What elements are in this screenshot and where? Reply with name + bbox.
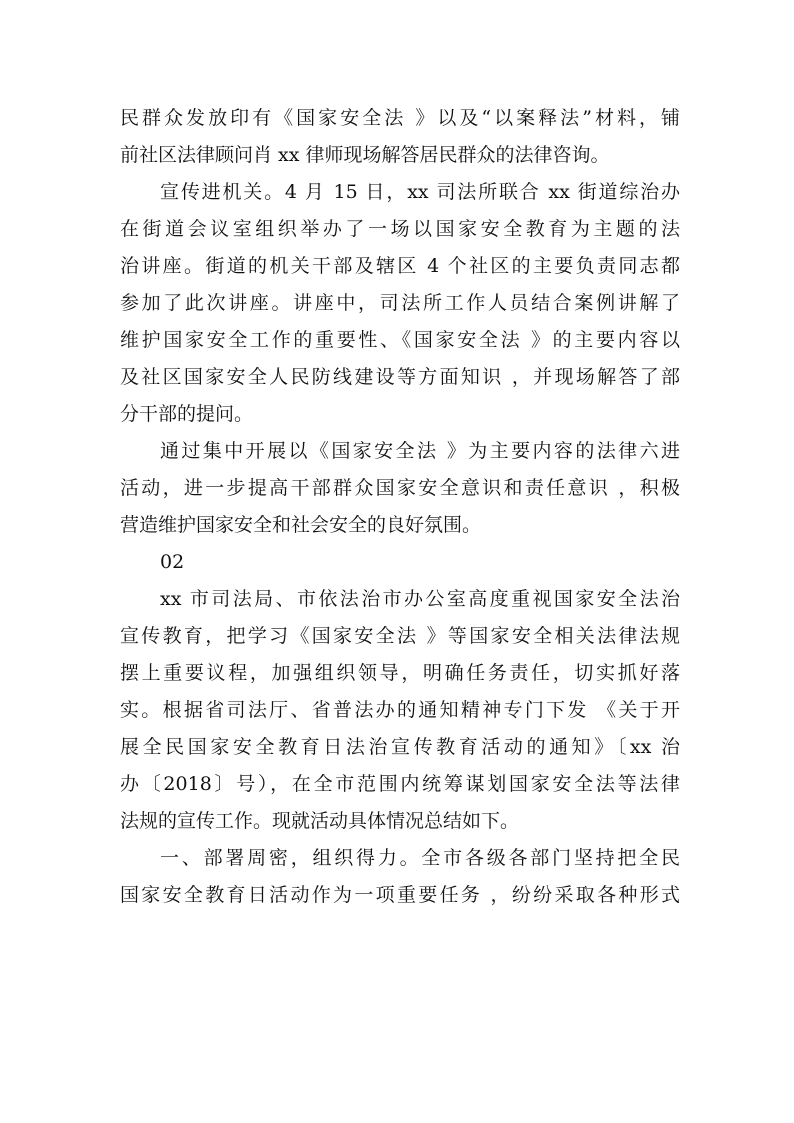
text-line: 摆上重要议程，加强组织领导，明确任务责任，切实抓好落 [120,662,680,684]
text-line: 宣传教育，把学习《国家安全法 》等国家安全相关法律法规 [120,625,680,647]
text-line: 在街道会议室组织举办了一场以国家安全教育为主题的法 [120,218,680,240]
text-line: 维护国家安全工作的重要性、《国家安全法 》的主要内容以 [120,329,680,351]
text-line: 法规的宣传工作。现就活动具体情况总结如下。 [120,810,520,832]
text-line: 分干部的提问。 [120,403,254,425]
document-body [120,100,680,914]
text-line: 前社区法律顾问肖 xx 律师现场解答居民群众的法律咨询。 [120,144,610,166]
text-line: 展全民国家安全教育日法治宣传教育活动的通知》〔xx 治 [120,736,680,758]
text-line: xx 市司法局、市依法治市办公室高度重视国家安全法治 [160,588,680,610]
text-line: 活动，进一步提高干部群众国家安全意识和责任意识 ，积极 [120,477,680,499]
text-line: 02 [160,551,185,573]
text-line: 营造维护国家安全和社会安全的良好氛围。 [120,514,482,536]
text-line: 民群众发放印有《国家安全法 》以及“以案释法”材料，铺 [120,107,680,129]
text-line: 及社区国家安全人民防线建设等方面知识 ，并现场解答了部 [120,366,680,388]
text-line: 实。根据省司法厅、省普法办的通知精神专门下发 《关于开 [120,699,680,721]
text-line: 宣传进机关。4 月 15 日，xx 司法所联合 xx 街道综治办 [160,181,680,203]
text-line: 治讲座。街道的机关干部及辖区 4 个社区的主要负责同志都 [120,255,680,277]
text-line: 参加了此次讲座。讲座中，司法所工作人员结合案例讲解了 [120,292,680,314]
text-line: 国家安全教育日活动作为一项重要任务 ，纷纷采取各种形式 [120,884,680,906]
text-line: 一、部署周密，组织得力。全市各级各部门坚持把全民 [160,847,680,869]
text-line: 办〔2018〕号），在全市范围内统筹谋划国家安全法等法律 [120,773,680,795]
text-line: 通过集中开展以《国家安全法 》为主要内容的法律六进 [160,440,680,462]
